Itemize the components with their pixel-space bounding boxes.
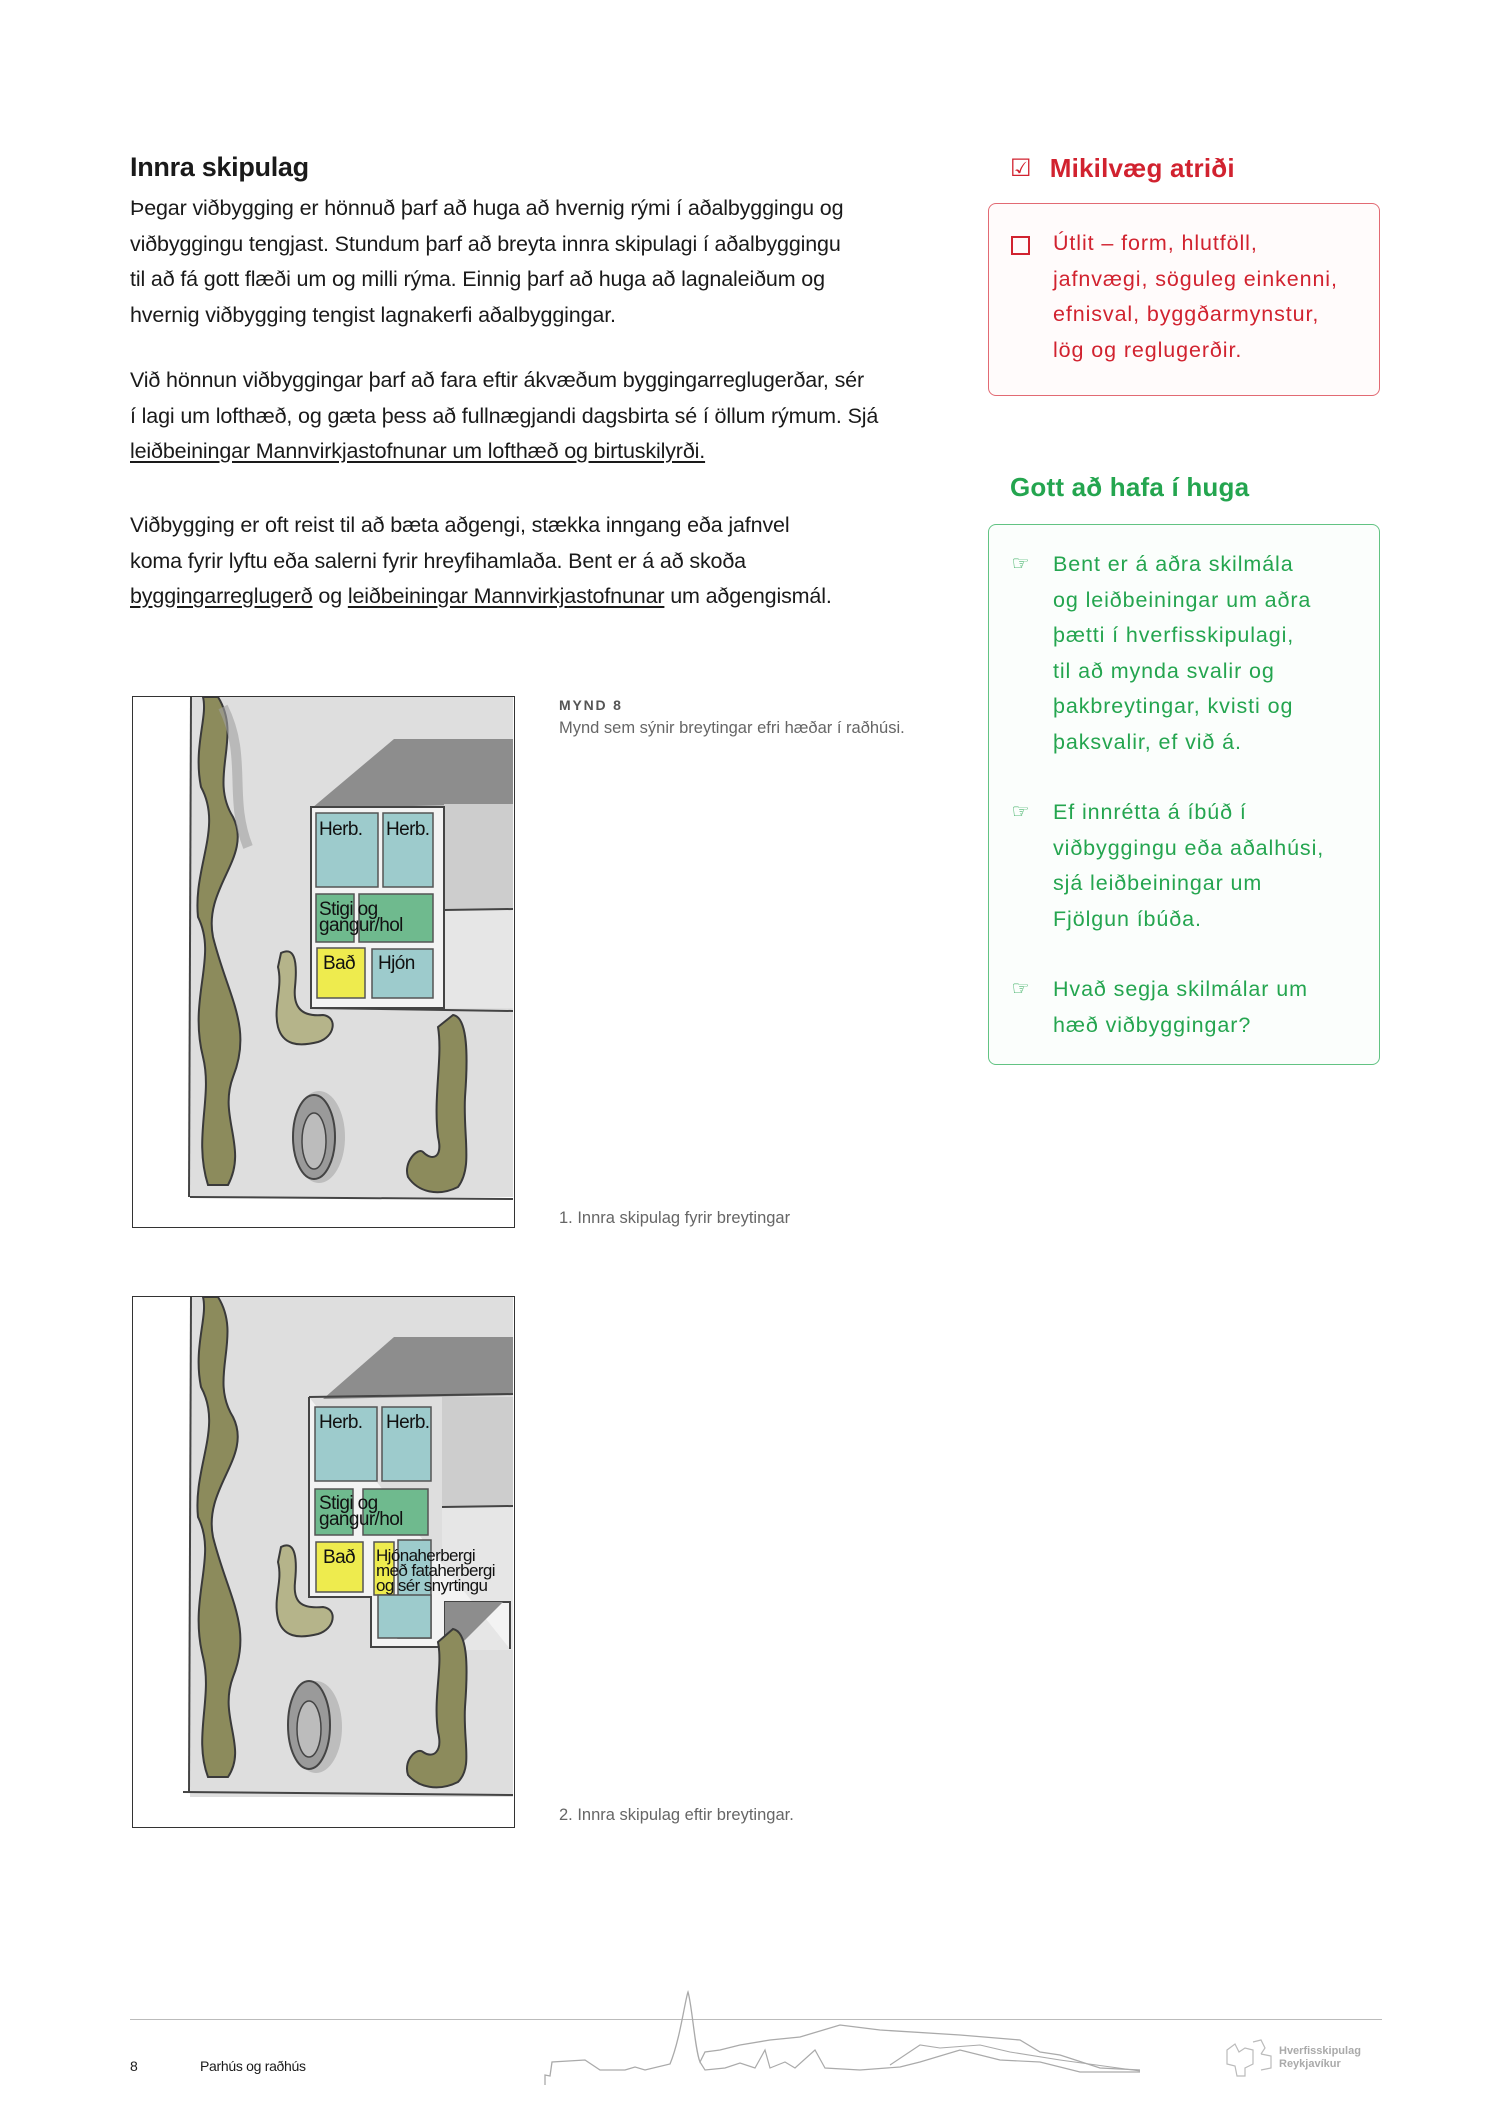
figure-caption-after: 2. Innra skipulag eftir breytingar. bbox=[559, 1806, 794, 1824]
pointing-hand-icon: ☞ bbox=[1011, 553, 1031, 575]
important-heading-text: Mikilvæg atriði bbox=[1049, 153, 1235, 183]
room-label: og sér snyrtingu bbox=[376, 1576, 488, 1595]
logo-mark-icon bbox=[1225, 2038, 1273, 2078]
text-line: efnisval, byggðarmynstur, bbox=[1053, 302, 1320, 326]
text-line: hvernig viðbygging tengist lagnakerfi aðalbyggingar. bbox=[130, 302, 616, 327]
text-line: lög og reglugerðir. bbox=[1053, 337, 1243, 362]
text-line: Þegar viðbygging er hönnuð þarf að huga að hvernig rými í aðalbyggingu og bbox=[130, 196, 844, 220]
text-line: Útlit – form, hlutföll, bbox=[1053, 231, 1258, 255]
text-line: í lagi um lofthæð, og gæta þess að fullnægjandi dagsbirta sé í öllum rýmum. Sjá bbox=[130, 403, 879, 428]
skyline-illustration bbox=[540, 1990, 1165, 2090]
text-line: Fjölgun íbúða. bbox=[1053, 906, 1202, 931]
room-label: Hjón bbox=[378, 953, 415, 974]
text: um aðgengismál. bbox=[664, 584, 832, 608]
text-line: viðbyggingu eða aðalhúsi, bbox=[1053, 835, 1325, 860]
good-to-know-box bbox=[988, 524, 1380, 1065]
figure-number: MYND 8 bbox=[559, 697, 623, 713]
text-line: koma fyrir lyftu eða salerni fyrir hreyfihamlaða. Bent er á að skoða bbox=[130, 548, 746, 573]
text-line: þætti í hverfisskipulagi, bbox=[1053, 623, 1295, 647]
room-label: með fataherbergi bbox=[376, 1561, 495, 1580]
tip-item bbox=[989, 547, 1379, 760]
room-master bbox=[378, 1595, 431, 1638]
room-label: Herb. bbox=[319, 1412, 363, 1433]
text-line: til að mynda svalir og bbox=[1053, 658, 1275, 683]
text-line: Við hönnun viðbyggingar þarf að fara eftir ákvæðum byggingarreglugerðar, sér bbox=[130, 368, 864, 392]
text-line: Viðbygging er oft reist til að bæta aðgengi, stækka inngang eða jafnvel bbox=[130, 513, 790, 537]
text: og bbox=[312, 584, 348, 608]
floorplan-after bbox=[132, 1296, 515, 1828]
room-label: Bað bbox=[323, 953, 356, 974]
text-line: þakbreytingar, kvisti og bbox=[1053, 694, 1294, 718]
room-label: Bað bbox=[323, 1547, 356, 1568]
text-line: til að fá gott flæði um og milli rýma. Einnig þarf að huga að lagnaleiðum og bbox=[130, 267, 825, 291]
room-label: Herb. bbox=[386, 1412, 430, 1433]
paragraph-regulations bbox=[130, 363, 878, 470]
good-to-know-heading: Gott að hafa í huga bbox=[1010, 472, 1250, 502]
figure-caption-before: 1. Innra skipulag fyrir breytingar bbox=[559, 1209, 791, 1227]
pointing-hand-icon: ☞ bbox=[1011, 978, 1031, 1000]
text-line: Ef innrétta á íbúð í bbox=[1053, 800, 1247, 824]
text-line: og leiðbeiningar um aðra bbox=[1053, 587, 1312, 612]
tip-item bbox=[989, 972, 1379, 1043]
room-label: gangur/hol bbox=[319, 915, 403, 936]
room-label: gangur/hol bbox=[319, 1509, 403, 1530]
tip-item bbox=[989, 795, 1379, 937]
logo-text-line: Reykjavíkur bbox=[1279, 2058, 1341, 2070]
pointing-hand-icon: ☞ bbox=[1011, 801, 1031, 823]
hverfisskipulag-logo bbox=[1225, 2038, 1361, 2078]
text-line: hæð viðbyggingar? bbox=[1053, 1012, 1252, 1037]
text-line: Bent er á aðra skilmála bbox=[1053, 552, 1294, 576]
important-box bbox=[988, 203, 1380, 396]
paragraph-accessibility bbox=[130, 508, 832, 615]
floorplan-before bbox=[132, 696, 515, 1228]
room-label: Stigi og bbox=[319, 1493, 378, 1514]
text-line: viðbyggingu tengjast. Stundum þarf að breyta innra skipulagi í aðalbyggingu bbox=[130, 231, 841, 256]
text-line: Hvað segja skilmálar um bbox=[1053, 977, 1308, 1001]
important-heading bbox=[1010, 153, 1235, 184]
text-line: þaksvalir, ef við á. bbox=[1053, 729, 1242, 754]
logo-text-line: Hverfisskipulag bbox=[1279, 2045, 1361, 2057]
section-heading: Innra skipulag bbox=[130, 152, 309, 182]
room-label: Herb. bbox=[386, 819, 430, 840]
link-leidbeiningar-mannvirkjastofnunar[interactable]: leiðbeiningar Mannvirkjastofnunar bbox=[347, 584, 665, 608]
text-line: sjá leiðbeiningar um bbox=[1053, 871, 1263, 895]
link-byggingarreglugerd[interactable]: byggingarreglugerð bbox=[130, 584, 313, 608]
figure-description: Mynd sem sýnir breytingar efri hæðar í raðhúsi. bbox=[559, 719, 905, 737]
room-label: Herb. bbox=[319, 819, 363, 840]
page-number: 8 bbox=[130, 2058, 138, 2074]
room-label: Stigi og bbox=[319, 899, 378, 920]
room-label: Hjónaherbergi bbox=[376, 1546, 475, 1565]
important-item bbox=[989, 226, 1379, 368]
checkbox-empty-icon bbox=[1011, 236, 1030, 255]
checkbox-checked-icon: ☑ bbox=[1010, 155, 1032, 182]
paragraph-intro bbox=[130, 191, 843, 333]
link-lofthaed-birtuskilyrdi[interactable]: leiðbeiningar Mannvirkjastofnunar um lofthæð og birtuskilyrði. bbox=[130, 439, 706, 463]
text-line: jafnvægi, söguleg einkenni, bbox=[1053, 266, 1338, 291]
footer-section-title: Parhús og raðhús bbox=[200, 2058, 306, 2074]
